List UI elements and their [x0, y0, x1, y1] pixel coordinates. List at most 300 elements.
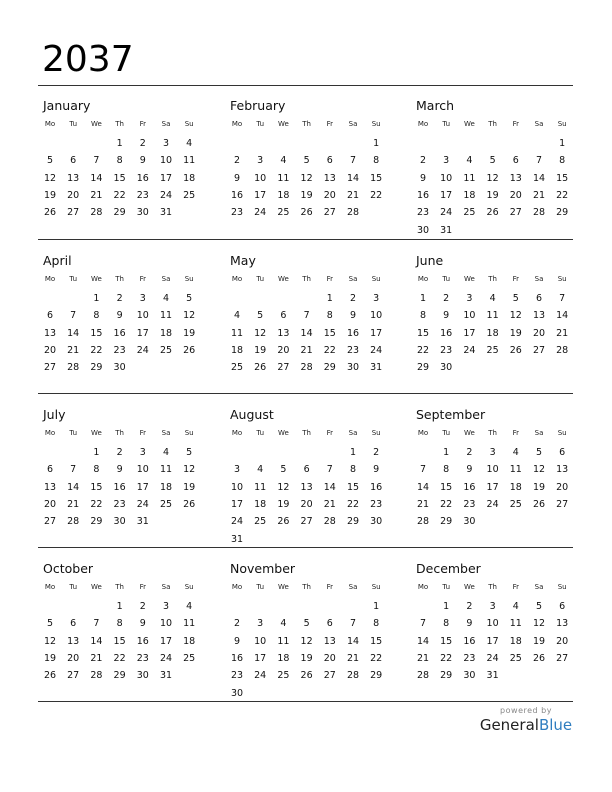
day-cell: 9	[349, 310, 357, 322]
day-cell: 20	[556, 635, 569, 647]
day-cell: 16	[136, 635, 149, 647]
day-cell: 22	[556, 189, 569, 201]
day-cell: 12	[532, 618, 546, 630]
day-cell: 21	[416, 498, 430, 510]
day-cell: 7	[70, 310, 77, 322]
day-cell: 8	[373, 155, 380, 167]
day-cell: 26	[183, 344, 196, 356]
day-cell: 25	[159, 344, 173, 356]
day-cell: 23	[113, 344, 126, 356]
day-cell: 13	[277, 327, 290, 339]
day-cell: 13	[556, 618, 569, 630]
day-cell: 5	[535, 601, 543, 612]
day-cell: 29	[90, 362, 103, 374]
day-cell: 11	[509, 618, 522, 630]
day-cell: 28	[556, 344, 569, 356]
day-cell: 12	[183, 310, 196, 322]
day-cell: 11	[230, 327, 244, 339]
day-cell: 15	[346, 481, 360, 493]
day-cell: 10	[159, 618, 173, 630]
day-cell: 16	[370, 481, 383, 493]
day-cell: 10	[440, 172, 453, 184]
day-cell: 19	[509, 327, 522, 339]
weekday-label: Fr	[326, 429, 333, 437]
day-cell: 14	[90, 635, 103, 647]
day-cell: 28	[90, 670, 103, 682]
weekday-label: Sa	[534, 583, 544, 591]
weekday-label: Th	[115, 429, 124, 437]
day-cell: 23	[463, 498, 476, 510]
day-cell: 6	[70, 618, 77, 630]
day-cell: 2	[373, 447, 380, 458]
weekday-label: Mo	[417, 429, 429, 437]
weekday-label: Mo	[417, 583, 429, 591]
day-cell: 20	[300, 498, 313, 510]
day-cell: 13	[43, 481, 57, 493]
day-cell: 4	[162, 447, 170, 458]
day-cell: 12	[43, 635, 57, 647]
day-cell: 27	[532, 344, 546, 356]
day-cell: 27	[556, 652, 569, 664]
day-cell: 10	[463, 310, 476, 322]
weekday-label: We	[277, 583, 289, 591]
day-cell: 24	[254, 207, 267, 219]
day-cell: 27	[509, 207, 522, 219]
day-cell: 21	[67, 498, 80, 510]
day-cell: 11	[277, 635, 290, 647]
weekday-label: Th	[488, 429, 497, 437]
day-cell: 31	[136, 516, 149, 528]
day-cell: 9	[466, 464, 473, 476]
day-cell: 23	[440, 344, 453, 356]
day-cell: 1	[559, 138, 566, 149]
day-cell: 6	[303, 464, 310, 476]
divider	[38, 701, 573, 702]
day-cell: 1	[443, 447, 450, 458]
day-cell: 11	[159, 310, 173, 322]
day-cell: 21	[346, 652, 360, 664]
day-cell: 28	[346, 207, 360, 219]
day-cell: 4	[162, 293, 170, 304]
weekday-label: Sa	[534, 120, 544, 128]
weekday-label: Sa	[348, 120, 358, 128]
day-cell: 29	[113, 670, 126, 682]
day-cell: 13	[323, 172, 336, 184]
day-cell: 22	[370, 652, 383, 664]
day-cell: 4	[489, 293, 496, 304]
day-cell: 26	[532, 498, 546, 510]
day-cell: 6	[280, 310, 287, 322]
weekday-label: Th	[488, 583, 497, 591]
weekday-label: Su	[371, 120, 381, 128]
day-cell: 3	[257, 155, 264, 167]
day-cell: 7	[349, 155, 357, 167]
day-cell: 24	[440, 207, 453, 219]
day-cell: 22	[113, 189, 126, 201]
day-cell: 18	[230, 344, 244, 356]
day-cell: 30	[230, 687, 244, 699]
day-cell: 17	[486, 481, 499, 493]
day-cell: 10	[230, 481, 244, 493]
day-cell: 7	[93, 618, 100, 630]
day-cell: 2	[419, 155, 427, 167]
weekday-label: Th	[302, 120, 311, 128]
day-cell: 20	[277, 344, 290, 356]
day-cell: 11	[254, 481, 267, 493]
day-cell: 25	[509, 498, 522, 510]
day-cell: 5	[512, 293, 519, 304]
day-cell: 11	[509, 464, 522, 476]
day-cell: 28	[67, 362, 80, 374]
day-cell: 27	[43, 516, 57, 528]
day-cell: 25	[463, 207, 476, 219]
day-cell: 21	[416, 652, 430, 664]
weekday-label: Mo	[44, 120, 56, 128]
day-cell: 24	[370, 344, 383, 356]
day-cell: 3	[139, 293, 146, 304]
day-cell: 4	[186, 138, 193, 149]
day-cell: 3	[466, 293, 473, 304]
weekday-label: Sa	[348, 583, 358, 591]
divider	[38, 85, 573, 86]
day-cell: 20	[67, 189, 80, 201]
weekday-label: Tu	[442, 275, 451, 283]
day-cell: 9	[443, 310, 450, 322]
weekday-label: Sa	[161, 120, 171, 128]
day-cell: 13	[67, 635, 80, 647]
day-cell: 8	[116, 155, 123, 167]
day-cell: 25	[230, 362, 244, 374]
weekday-label: Th	[115, 275, 124, 283]
day-cell: 3	[489, 601, 496, 612]
day-cell: 13	[509, 172, 522, 184]
day-cell: 25	[277, 670, 290, 682]
weekday-label: Tu	[442, 429, 451, 437]
day-cell: 29	[416, 362, 430, 374]
day-cell: 16	[440, 327, 453, 339]
weekday-label: We	[90, 120, 102, 128]
day-cell: 24	[159, 652, 173, 664]
day-cell: 5	[280, 464, 287, 476]
day-cell: 31	[486, 670, 499, 682]
day-cell: 20	[67, 652, 80, 664]
day-cell: 16	[416, 189, 430, 201]
day-cell: 10	[136, 464, 149, 476]
weekday-label: Tu	[442, 120, 451, 128]
day-cell: 9	[116, 310, 123, 322]
day-cell: 11	[159, 464, 173, 476]
day-cell: 12	[300, 635, 313, 647]
day-cell: 1	[419, 293, 427, 304]
year-title: 2037	[42, 39, 134, 80]
day-cell: 26	[300, 207, 313, 219]
day-cell: 24	[230, 516, 244, 528]
weekday-label: Fr	[139, 583, 146, 591]
day-cell: 16	[463, 635, 476, 647]
day-cell: 16	[230, 652, 244, 664]
weekday-label: We	[463, 429, 475, 437]
day-cell: 29	[440, 516, 453, 528]
day-cell: 13	[532, 310, 546, 322]
day-cell: 7	[419, 618, 427, 630]
day-cell: 6	[70, 155, 77, 167]
day-cell: 14	[532, 172, 546, 184]
day-cell: 6	[559, 601, 566, 612]
day-cell: 14	[67, 481, 80, 493]
day-cell: 27	[67, 670, 80, 682]
weekday-label: Fr	[326, 275, 333, 283]
weekday-label: We	[463, 583, 475, 591]
weekday-label: Th	[302, 429, 311, 437]
day-cell: 31	[370, 362, 383, 374]
day-cell: 16	[463, 481, 476, 493]
weekday-label: Mo	[231, 275, 243, 283]
day-cell: 21	[323, 498, 336, 510]
day-cell: 13	[43, 327, 57, 339]
day-cell: 30	[370, 516, 383, 528]
day-cell: 18	[463, 189, 476, 201]
day-cell: 28	[416, 516, 430, 528]
day-cell: 19	[532, 481, 546, 493]
day-cell: 2	[466, 601, 473, 612]
day-cell: 9	[466, 618, 473, 630]
day-cell: 16	[230, 189, 244, 201]
day-cell: 26	[254, 362, 267, 374]
brand-blue: Blue	[538, 716, 573, 734]
day-cell: 27	[277, 362, 290, 374]
weekday-label: Sa	[161, 583, 171, 591]
weekday-label: Tu	[256, 120, 265, 128]
day-cell: 27	[323, 670, 336, 682]
day-cell: 4	[186, 601, 193, 612]
day-cell: 14	[323, 481, 336, 493]
weekday-label: Sa	[534, 429, 544, 437]
day-cell: 19	[277, 498, 290, 510]
weekday-label: We	[90, 275, 102, 283]
weekday-label: We	[463, 120, 475, 128]
weekday-label: We	[277, 429, 289, 437]
day-cell: 12	[509, 310, 522, 322]
day-cell: 18	[183, 172, 196, 184]
day-cell: 19	[532, 635, 546, 647]
day-cell: 13	[67, 172, 80, 184]
day-cell: 24	[136, 344, 149, 356]
day-cell: 8	[116, 618, 123, 630]
day-cell: 1	[373, 138, 380, 149]
weekday-label: Tu	[256, 583, 265, 591]
day-cell: 5	[186, 293, 193, 304]
day-cell: 21	[556, 327, 569, 339]
day-cell: 20	[323, 189, 336, 201]
day-cell: 25	[183, 189, 196, 201]
day-cell: 7	[93, 155, 100, 167]
day-cell: 6	[46, 310, 54, 322]
day-cell: 8	[419, 310, 427, 322]
day-cell: 14	[416, 481, 430, 493]
day-cell: 16	[113, 481, 126, 493]
day-cell: 8	[326, 310, 333, 322]
day-cell: 17	[254, 652, 267, 664]
day-cell: 17	[230, 498, 244, 510]
day-cell: 15	[370, 635, 383, 647]
day-cell: 13	[556, 464, 569, 476]
weekday-label: Mo	[231, 583, 243, 591]
day-cell: 2	[139, 138, 146, 149]
weekday-label: Sa	[161, 275, 171, 283]
day-cell: 14	[416, 635, 430, 647]
day-cell: 4	[233, 310, 241, 322]
weekday-label: Tu	[442, 583, 451, 591]
weekday-label: Tu	[69, 583, 78, 591]
day-cell: 7	[303, 310, 310, 322]
month-name: September	[416, 407, 486, 422]
day-cell: 30	[113, 362, 126, 374]
weekday-label: Tu	[69, 275, 78, 283]
day-cell: 8	[443, 618, 450, 630]
weekday-label: Su	[371, 583, 381, 591]
day-cell: 21	[90, 652, 103, 664]
day-cell: 25	[183, 652, 196, 664]
day-cell: 12	[486, 172, 499, 184]
day-cell: 22	[370, 189, 383, 201]
day-cell: 29	[346, 516, 360, 528]
day-cell: 20	[323, 652, 336, 664]
day-cell: 7	[419, 464, 427, 476]
day-cell: 28	[323, 516, 336, 528]
divider	[38, 393, 573, 394]
day-cell: 18	[159, 327, 173, 339]
day-cell: 11	[277, 172, 290, 184]
day-cell: 4	[466, 155, 473, 167]
weekday-label: Th	[115, 120, 124, 128]
day-cell: 2	[139, 601, 146, 612]
day-cell: 26	[532, 652, 546, 664]
day-cell: 10	[486, 618, 499, 630]
weekday-label: Sa	[161, 429, 171, 437]
weekday-label: We	[277, 120, 289, 128]
day-cell: 19	[300, 652, 313, 664]
weekday-label: Mo	[417, 120, 429, 128]
day-cell: 30	[136, 670, 149, 682]
weekday-label: Su	[557, 429, 567, 437]
day-cell: 3	[443, 155, 450, 167]
day-cell: 22	[90, 344, 103, 356]
day-cell: 10	[159, 155, 173, 167]
weekday-label: Sa	[534, 275, 544, 283]
powered-by-label: powered by	[500, 706, 552, 715]
day-cell: 21	[532, 189, 546, 201]
day-cell: 19	[43, 652, 57, 664]
day-cell: 4	[512, 447, 519, 458]
day-cell: 24	[136, 498, 149, 510]
month-name: August	[230, 407, 274, 422]
day-cell: 6	[46, 464, 54, 476]
day-cell: 12	[254, 327, 267, 339]
day-cell: 20	[509, 189, 522, 201]
day-cell: 6	[512, 155, 519, 167]
day-cell: 5	[535, 447, 543, 458]
day-cell: 23	[136, 652, 149, 664]
day-cell: 4	[512, 601, 519, 612]
weekday-label: Th	[302, 275, 311, 283]
day-cell: 27	[323, 207, 336, 219]
day-cell: 22	[416, 344, 430, 356]
day-cell: 2	[233, 618, 241, 630]
day-cell: 17	[159, 635, 173, 647]
day-cell: 22	[440, 652, 453, 664]
day-cell: 1	[349, 447, 357, 458]
day-cell: 19	[183, 327, 196, 339]
day-cell: 3	[373, 293, 380, 304]
weekday-label: Fr	[139, 120, 146, 128]
weekday-label: Mo	[231, 429, 243, 437]
divider	[38, 547, 573, 548]
weekday-label: Tu	[69, 429, 78, 437]
day-cell: 23	[136, 189, 149, 201]
day-cell: 29	[556, 207, 569, 219]
day-cell: 29	[90, 516, 103, 528]
day-cell: 24	[254, 670, 267, 682]
day-cell: 25	[159, 498, 173, 510]
day-cell: 25	[509, 652, 522, 664]
weekday-label: We	[277, 275, 289, 283]
day-cell: 9	[139, 618, 146, 630]
day-cell: 18	[486, 327, 499, 339]
day-cell: 5	[303, 618, 310, 630]
day-cell: 15	[113, 635, 126, 647]
day-cell: 30	[416, 224, 430, 236]
day-cell: 5	[186, 447, 193, 458]
day-cell: 31	[159, 670, 173, 682]
day-cell: 26	[300, 670, 313, 682]
day-cell: 28	[416, 670, 430, 682]
day-cell: 28	[90, 207, 103, 219]
day-cell: 18	[277, 189, 290, 201]
day-cell: 15	[370, 172, 383, 184]
weekday-label: Th	[488, 275, 497, 283]
day-cell: 5	[489, 155, 496, 167]
day-cell: 21	[346, 189, 360, 201]
month-name: March	[416, 98, 455, 113]
day-cell: 21	[300, 344, 313, 356]
weekday-label: Tu	[69, 120, 78, 128]
weekday-label: Su	[557, 120, 567, 128]
generalblue-wordmark	[455, 716, 597, 734]
day-cell: 1	[443, 601, 450, 612]
day-cell: 30	[346, 362, 360, 374]
day-cell: 17	[486, 635, 499, 647]
day-cell: 9	[116, 464, 123, 476]
weekday-label: Mo	[44, 275, 56, 283]
month-name: May	[230, 253, 256, 268]
weekday-label: Mo	[417, 275, 429, 283]
day-cell: 19	[43, 189, 57, 201]
day-cell: 15	[113, 172, 126, 184]
day-cell: 31	[440, 224, 453, 236]
day-cell: 12	[277, 481, 290, 493]
day-cell: 17	[159, 172, 173, 184]
day-cell: 2	[466, 447, 473, 458]
day-cell: 26	[43, 670, 57, 682]
day-cell: 19	[183, 481, 196, 493]
weekday-label: Fr	[139, 275, 146, 283]
weekday-label: Th	[302, 583, 311, 591]
weekday-label: Su	[371, 275, 381, 283]
day-cell: 24	[463, 344, 476, 356]
day-cell: 2	[443, 293, 450, 304]
day-cell: 31	[159, 207, 173, 219]
weekday-label: Fr	[512, 275, 519, 283]
